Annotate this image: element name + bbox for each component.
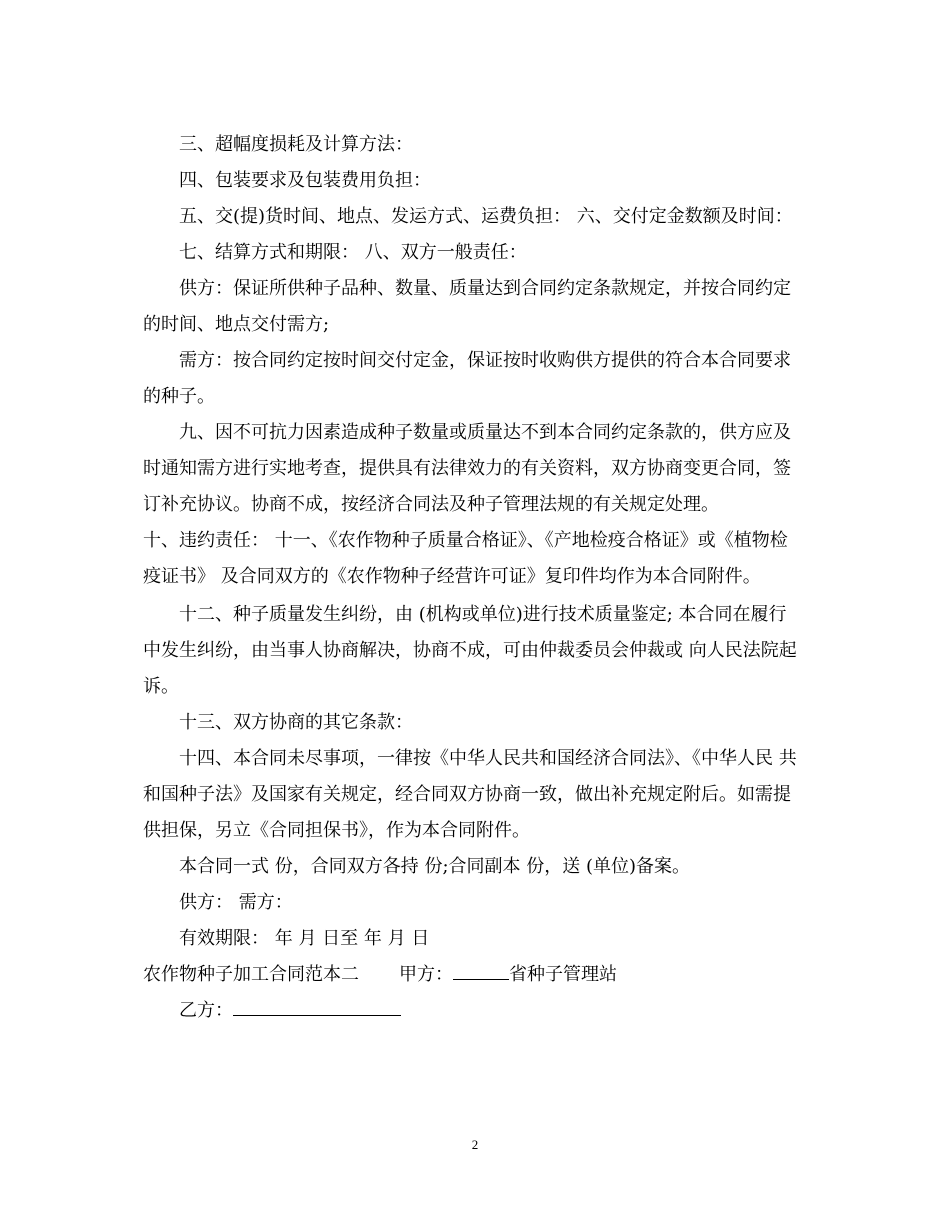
document-body	[143, 127, 803, 1029]
paragraph-clause-14: 十四、本合同未尽事项，一律按《中华人民共和国经济合同法》、《中华人民 共和国种子法》及国家有关规定，经合同双方协商一致，做出补充规定附后。如需提供担保，另立《合同担保书》，作为本合同附件。	[143, 748, 797, 841]
party-a-value: 省种子管理站	[509, 964, 617, 985]
page-number: 2	[471, 1137, 479, 1152]
paragraph-clause-3: 三、超幅度损耗及计算方法：	[179, 134, 413, 155]
paragraph-clause-7-8: 七、结算方式和期限： 八、双方一般责任：	[179, 242, 527, 263]
paragraph-copies: 本合同一式 份，合同双方各持 份;合同副本 份，送 (单位)备案。	[179, 856, 690, 877]
paragraph-buyer-duty: 需方：按合同约定按时间交付定金，保证按时收购供方提供的符合本合同要求 的种子。	[143, 350, 791, 407]
paragraph-clause-9: 九、因不可抗力因素造成种子数量或质量达不到本合同约定条款的，供方应及 时通知需方进行实地考查，提供具有法律效力的有关资料，双方协商变更合同，签 订补充协议。协商不成，按经济合同法及种子管理法规的有关规定处理。	[143, 422, 791, 515]
paragraph-supplier-duty: 供方：保证所供种子品种、数量、质量达到合同约定条款规定，并按合同约定 的时间、地点交付需方;	[143, 278, 791, 335]
paragraph-signatures: 供方： 需方：	[179, 892, 293, 913]
paragraph-clause-13: 十三、双方协商的其它条款：	[179, 712, 413, 733]
paragraph-clause-5-6: 五、交(提)货时间、地点、发运方式、运费负担： 六、交付定金数额及时间：	[179, 206, 793, 227]
paragraph-clause-4: 四、包装要求及包装费用负担：	[179, 170, 431, 191]
party-b-label: 乙方：	[179, 1000, 233, 1021]
party-a-blank	[453, 963, 509, 980]
party-b-blank	[233, 999, 401, 1016]
sample-title-line	[143, 957, 803, 993]
sample-title: 农作物种子加工合同范本二	[143, 964, 359, 985]
party-a-label: 甲方：	[399, 964, 453, 985]
paragraph-validity: 有效期限： 年 月 日至 年 月 日	[179, 928, 430, 949]
paragraph-clause-10-11: 十、违约责任： 十一、《农作物种子质量合格证》、《产地检疫合格证》或《植物检疫证书》 及合同双方的《农作物种子经营许可证》复印件均作为本合同附件。	[143, 530, 788, 587]
paragraph-clause-12: 十二、种子质量发生纠纷，由 (机构或单位)进行技术质量鉴定; 本合同在履行中发生纠纷，由当事人协商解决，协商不成，可由仲裁委员会仲裁或 向人民法院起诉。	[143, 604, 797, 697]
party-b-line	[143, 993, 803, 1029]
